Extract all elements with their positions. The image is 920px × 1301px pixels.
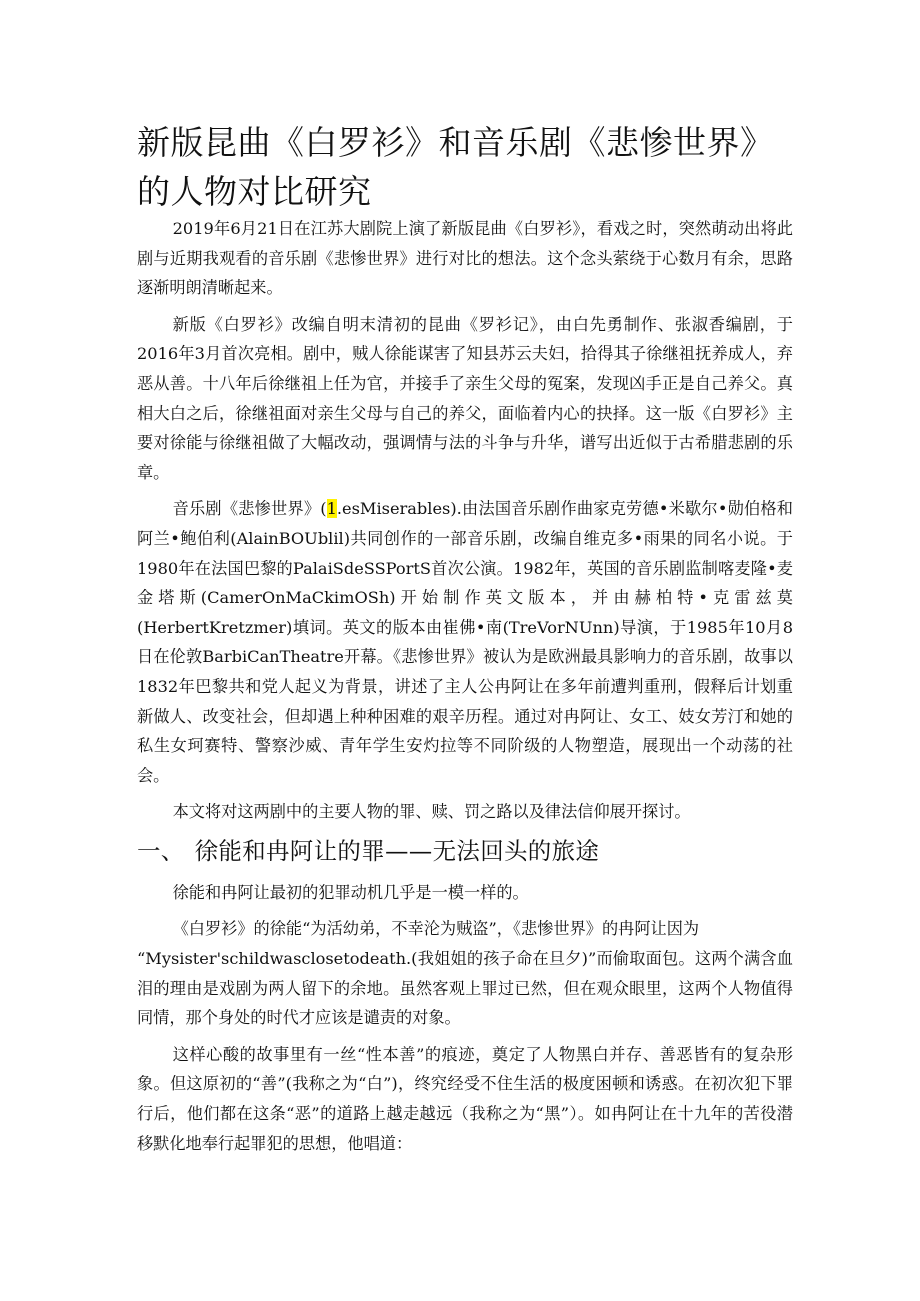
section-number: 一、 [137,836,185,865]
section-heading-text: 徐能和冉阿让的罪——无法回头的旅途 [194,836,600,865]
paragraph-motive-detail: 《白罗衫》的徐能“为活幼弟，不幸沦为贼盗”，《悲惨世界》的冉阿让因为 [172,919,700,939]
document-body [137,214,793,1165]
paragraph-bailuoshan: 新版《白罗衫》改编自明末清初的昆曲《罗衫记》，由白先勇制作、张淑香编剧，于2016年3月首次亮相。剧中，贼人徐能谋害了知县苏云夫妇，拾得其子徐继祖抚养成人，弃恶从善。十八年后徐继祖上任为官，并接手了亲生父母的冤案，发现凶手正是自己养父。真相大白之后，徐继祖面对亲生父母与自己的养父，面临着内心的抉择。这一版《白罗衫》主要对徐能与徐继祖做了大幅改动，强调情与法的斗争与升华，谱写出近似于古希腊悲剧的乐章。 [137,314,793,482]
paragraph-les-miserables-start: 音乐剧《悲惨世界》( [172,499,327,519]
paragraph-les-miserables-rest: .esMiserables).由法国音乐剧作曲家克劳德•米歇尔•勋伯格和阿兰•鲍伯利(AlainBOUblil)共同创作的一部音乐剧，改编自维克多•雨果的同名小说。于1980年在法国巴黎的PalaiSdeSSPortS首次公演。1982年，英国的音乐剧监制喀麦隆•麦金塔斯(CamerOnMaCkimOSh)开始制作英文版本，并由赫柏特•克雷兹莫(HerbertKretzmer)填词。英文的版本由崔佛•南(TreVorNUnn)导演，于1985年10月8日在伦敦BarbiCanTheatre开幕。《悲惨世界》被认为是欧洲最具影响力的音乐剧，故事以1832年巴黎共和党人起义为背景，讲述了主人公冉阿让在多年前遭判重刑，假释后计划重新做人、改变社会，但却遇上种种困难的艰辛历程。通过对冉阿让、女工、妓女芳汀和她的私生女珂赛特、警察沙威、青年学生安灼拉等不同阶级的人物塑造，展现出一个动荡的社会。 [137,499,793,785]
paragraph-les-miserables [137,494,793,790]
paragraph-good-evil: 这样心酸的故事里有一丝“性本善”的痕迹，奠定了人物黑白并存、善恶皆有的复杂形象。但这原初的“善”(我称之为“白”)，终究经受不住生活的极度困顿和诱惑。在初次犯下罪行后，他们都在这条“恶”的道路上越走越远（我称之为“黑”）。如冉阿让在十九年的苦役潜移默化地奉行起罪犯的思想，他唱道： [137,1044,793,1153]
paragraph-scope: 本文将对这两剧中的主要人物的罪、赎、罚之路以及律法信仰展开探讨。 [172,802,691,822]
paragraph-motive: 徐能和冉阿让最初的犯罪动机几乎是一模一样的。 [172,882,529,902]
paragraph-motive-quote: “Mysister'schildwasclosetodeath.(我姐姐的孩子命在旦夕)”而偷取面包。这两个满含血泪的理由是戏剧为两人留下的余地。虽然客观上罪过已然，但在观众眼里，这两个人物值得同情，那个身处的时代才应该是谴责的对象。 [137,949,793,1028]
section-heading [137,834,793,868]
document-title: 新版昆曲《白罗衫》和音乐剧《悲惨世界》的人物对比研究 [137,123,774,211]
paragraph-intro: 2019年6月21日在江苏大剧院上演了新版昆曲《白罗衫》，看戏之时，突然萌动出将此剧与近期我观看的音乐剧《悲惨世界》进行对比的想法。这个念头萦绕于心数月有余，思路逐渐明朗清晰起来。 [137,219,793,298]
highlighted-text: 1 [326,499,337,519]
